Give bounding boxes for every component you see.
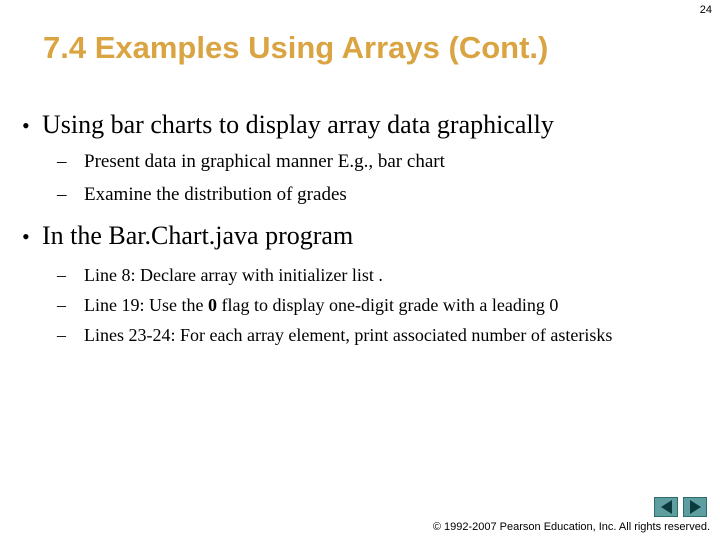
sub-item-text-after: flag to display one-digit grade with a leading 0 [216,295,559,315]
bullet-item [22,219,712,254]
dash-marker: – [57,325,66,345]
slide-title: 7.4 Examples Using Arrays (Cont.) [43,30,549,65]
slide-content [22,108,712,350]
sub-item [22,260,712,290]
zero-flag-bold: 0 [207,295,217,315]
bullet-item [22,108,712,143]
dash-marker: – [57,295,66,315]
sub-item-text-before: Line 19: Use the [84,295,208,315]
sub-item [22,320,712,350]
sub-list [22,145,712,211]
dash-marker: – [57,151,67,172]
sub-item-text: Lines 23-24: For each array element, print associated number of asterisks [84,325,613,345]
bullet-marker: • [22,224,30,249]
sub-item [22,290,712,320]
copyright-notice: © 1992-2007 Pearson Education, Inc. All rights reserved. [432,521,710,533]
dash-marker: – [57,184,67,205]
page-number: 24 [699,4,712,16]
dash-marker: – [57,265,66,285]
bullet-group-bar-charts [22,108,712,211]
bullet-group-barchart-program [22,219,712,350]
sub-item-text [84,290,558,320]
sub-item-text: Line 8: Declare array with initializer list . [84,265,383,285]
next-slide-button[interactable] [683,497,707,517]
bullet-marker: • [22,113,30,138]
sub-item-text: Examine the distribution of grades [84,184,347,205]
sub-item-text: Present data in graphical manner E.g., bar chart [84,151,445,172]
bullet-text: In the Bar.Chart.java program [42,221,354,250]
triangle-right-icon [690,500,701,514]
triangle-left-icon [661,500,672,514]
previous-slide-button[interactable] [654,497,678,517]
sub-item [22,145,712,178]
sub-item [22,178,712,211]
sub-list [22,260,712,350]
bullet-text: Using bar charts to display array data graphically [42,110,554,139]
slide-navigation [654,497,707,517]
